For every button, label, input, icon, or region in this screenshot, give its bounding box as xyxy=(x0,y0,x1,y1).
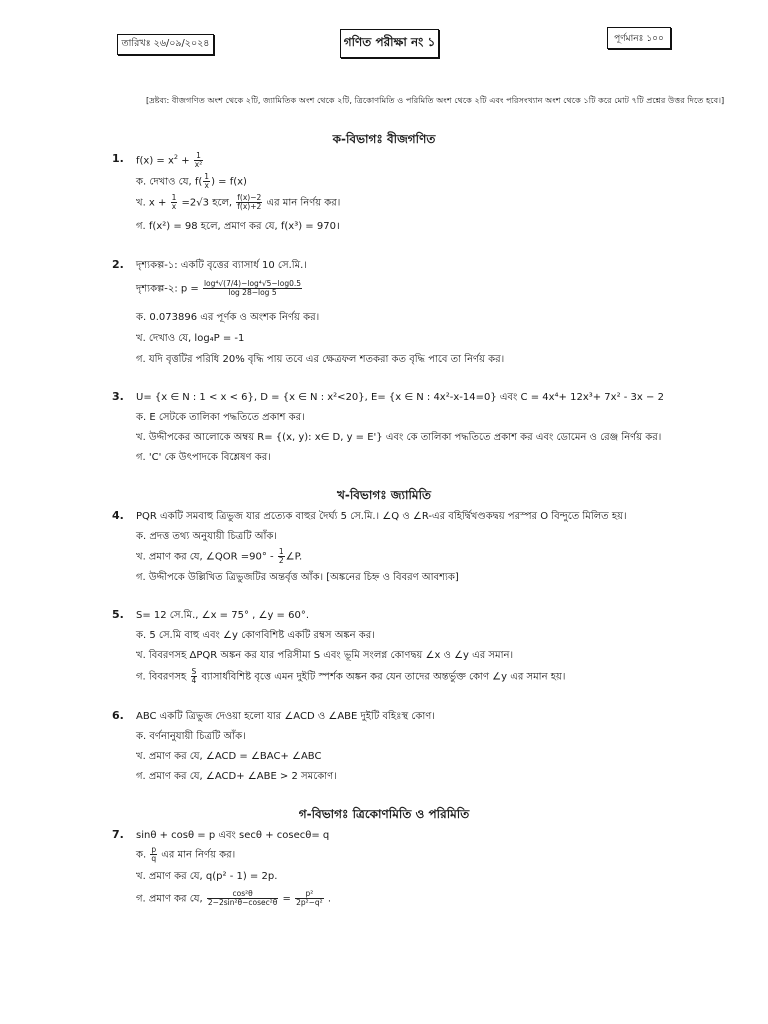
question-stem: U= {x ∈ N : 1 < x < 6}, D = {x ∈ N : x²<20}, E= {x ∈ N : 4x²-x-14=0} এবং C = 4x⁴+ 12x³+ 7x² - 3x − 2 xyxy=(136,392,664,403)
part-c-fraction-2 xyxy=(295,890,324,907)
part-b: খ. বিবরণসহ ΔPQR অঙ্কন কর যার পরিসীমা S এবং ভূমি সংলগ্ন কোণদ্বয় ∠x ও ∠y এর সমান। xyxy=(136,650,514,661)
full-marks: পূর্ণমানঃ ১০০ xyxy=(614,33,664,44)
frac-denominator: 2 xyxy=(278,556,284,565)
frac-numerator: 1 xyxy=(171,193,177,202)
section-heading-geometry-text: খ-বিভাগঃ জ্যামিতি xyxy=(336,488,432,502)
part-c xyxy=(136,668,565,687)
frac-numerator: 1 xyxy=(194,152,203,161)
part-a: ক. 5 সে.মি বাহু এবং ∠y কোণবিশিষ্ট একটি রম্বস অঙ্কন কর। xyxy=(136,630,375,641)
part-c-text: গ. প্রমাণ কর যে, xyxy=(136,893,206,905)
question-number: 4. xyxy=(112,509,124,522)
stem-fraction xyxy=(194,152,203,169)
part-c: গ. উদ্দীপকে উল্লিখিত ত্রিভুজটির অন্তর্বৃত্ত আঁক। [অঙ্কনের চিহ্ন ও বিবরণ আবশ্যক] xyxy=(136,572,459,583)
question-number: 1. xyxy=(112,152,124,165)
frac-numerator: log⁴√(7/4)−log⁴√5−log0.5 xyxy=(203,279,302,288)
section-heading-geometry xyxy=(0,487,768,507)
question-number: 6. xyxy=(112,709,124,722)
stem2-fraction xyxy=(203,280,302,297)
frac-denominator: q xyxy=(151,854,157,863)
question-stem: sinθ + cosθ = p এবং secθ + cosecθ= q xyxy=(136,830,330,841)
frac-denominator: x xyxy=(171,202,177,211)
part-b xyxy=(136,194,340,213)
part-b-suffix: ∠P. xyxy=(285,551,303,563)
part-b-fraction-2 xyxy=(236,194,262,211)
title-box xyxy=(340,29,439,58)
part-c: গ. যদি বৃত্তটির পরিধি 20% বৃদ্ধি পায় তবে এর ক্ষেত্রফল শতকরা কত বৃদ্ধি পাবে তা নির্ণয় কর। xyxy=(136,354,505,365)
stem-plus: + xyxy=(178,155,193,167)
frac-denominator: x² xyxy=(194,160,203,169)
part-a-fraction xyxy=(203,173,210,190)
part-a: ক. E সেটকে তালিকা পদ্ধতিতে প্রকাশ কর। xyxy=(136,412,305,423)
frac-denominator: 2p²−q² xyxy=(296,898,323,907)
stem2-text: দৃশ্যকল্প-২: p = xyxy=(136,283,202,295)
exam-title: গণিত পরীক্ষা নং ১ xyxy=(343,34,436,49)
question-number: 2. xyxy=(112,258,124,271)
part-a: ক. প্রদত্ত তথ্য অনুযায়ী চিত্রটি আঁক। xyxy=(136,531,278,542)
part-b-fraction xyxy=(171,194,178,211)
question-stem: ABC একটি ত্রিভুজ দেওয়া হলো যার ∠ACD ও ∠ABE দুইটি বহিঃস্থ কোণ। xyxy=(136,711,435,722)
part-a: ক. 0.073896 এর পূর্ণক ও অংশক নির্ণয় কর। xyxy=(136,312,320,323)
part-a xyxy=(136,173,247,192)
section-heading-trigonometry-text: গ-বিভাগঃ ত্রিকোণমিতি ও পরিমিতি xyxy=(298,807,470,821)
part-c-suffix: ব্যাসার্ধবিশিষ্ট বৃত্তে এমন দুইটি স্পর্শক অঙ্কন কর যেন তাদের অন্তর্ভুক্ত কোণ ∠y এর সমান হয়। xyxy=(198,671,566,683)
question-stem-2 xyxy=(136,280,303,299)
instructions: [দ্রষ্টব্য: বীজগণিত অংশ থেকে ২টি, জ্যামিতিক অংশ থেকে ২টি, ত্রিকোণমিতি ও পরিমিতি অংশ থেকে ২টি এবং পরিসংখ্যান অংশ থেকে ১টি করে মোট ৭টি প্রশ্নের উত্তর দিতে হবে।] xyxy=(146,95,725,105)
frac-numerator: p xyxy=(151,845,157,854)
frac-numerator: 1 xyxy=(204,172,210,181)
part-c-fraction xyxy=(191,668,198,685)
part-a-suffix: এর মান নির্ণয় কর। xyxy=(158,849,236,861)
frac-numerator: p² xyxy=(295,890,324,899)
part-c: গ. প্রমাণ কর যে, ∠ACD+ ∠ABE > 2 সমকোণ। xyxy=(136,771,337,782)
marks-box xyxy=(607,27,671,49)
part-c-suffix: . xyxy=(324,893,332,905)
part-a-fraction xyxy=(150,846,157,863)
part-b xyxy=(136,548,302,567)
part-b: খ. প্রমাণ কর যে, q(p² - 1) = 2p. xyxy=(136,871,278,882)
date-box xyxy=(117,34,214,55)
part-a xyxy=(136,846,235,865)
question-stem: S= 12 সে.মি., ∠x = 75° , ∠y = 60°. xyxy=(136,610,310,621)
frac-denominator: log 28−log 5 xyxy=(228,288,277,297)
question-stem xyxy=(136,152,204,169)
question-number: 3. xyxy=(112,390,124,403)
question-stem-1: দৃশ্যকল্প-১: একটি বৃত্তের ব্যাসার্ধ 10 সে.মি.। xyxy=(136,260,307,271)
section-heading-trigonometry xyxy=(0,806,768,826)
part-b: খ. প্রমাণ কর যে, ∠ACD = ∠BAC+ ∠ABC xyxy=(136,751,322,762)
part-b-fraction xyxy=(278,548,285,565)
part-b-mid: =2√3 হলে, xyxy=(178,197,236,209)
part-a: ক. বর্ণনানুযায়ী চিত্রটি আঁক। xyxy=(136,731,246,742)
stem-text: f(x) = x xyxy=(136,155,174,167)
part-b: খ. দেখাও যে, log₄P = -1 xyxy=(136,333,245,344)
part-a-suffix: ) = f(x) xyxy=(211,176,247,188)
part-a-text: ক. দেখাও যে, f( xyxy=(136,176,203,188)
part-c-equals: = xyxy=(279,893,295,905)
part-c: গ. 'C' কে উৎপাদকে বিশ্লেষণ কর। xyxy=(136,452,271,463)
frac-denominator: x xyxy=(204,181,209,190)
section-heading-algebra xyxy=(0,131,768,151)
part-b-text: খ. x + xyxy=(136,197,170,209)
question-number: 7. xyxy=(112,828,124,841)
part-c: গ. f(x²) = 98 হলে, প্রমাণ কর যে, f(x³) = 970। xyxy=(136,221,340,232)
part-a-text: ক. xyxy=(136,849,150,861)
part-c-text: গ. বিবরণসহ xyxy=(136,671,190,683)
part-c-fraction xyxy=(207,890,278,907)
frac-denominator: 2−2sin²θ−cosec²θ xyxy=(207,898,278,907)
part-b-suffix: এর মান নির্ণয় কর। xyxy=(263,197,341,209)
part-b: খ. উদ্দীপকের আলোকে অম্বয় R= {(x, y): x∈ D, y = E'} এবং কে তালিকা পদ্ধতিতে প্রকাশ কর এবং ডোমেন ও রেঞ্জ নির্ণয় কর। xyxy=(136,432,662,443)
question-stem: PQR একটি সমবাহু ত্রিভুজ যার প্রত্যেক বাহুর দৈর্ঘ্য 5 সে.মি.। ∠Q ও ∠R-এর বহির্দ্বিখণ্ডকদ্বয় পরস্পর O বিন্দুতে মিলিত হয়। xyxy=(136,511,627,522)
frac-denominator: 4 xyxy=(191,676,197,685)
frac-denominator: f(x)+2 xyxy=(237,202,262,211)
section-heading-algebra-text: ক-বিভাগঃ বীজগণিত xyxy=(332,132,436,146)
stem-sup: 2 xyxy=(173,153,179,162)
frac-numerator: cos²θ xyxy=(207,890,278,899)
exam-date: তারিখঃ ২৬/০৯/২০২৪ xyxy=(121,38,210,49)
frac-numerator: 1 xyxy=(278,547,284,556)
frac-numerator: S xyxy=(191,667,197,676)
part-b-text: খ. প্রমাণ কর যে, ∠QOR =90° - xyxy=(136,551,277,563)
part-c xyxy=(136,890,331,909)
frac-numerator: f(x)−2 xyxy=(237,193,262,202)
question-number: 5. xyxy=(112,608,124,621)
